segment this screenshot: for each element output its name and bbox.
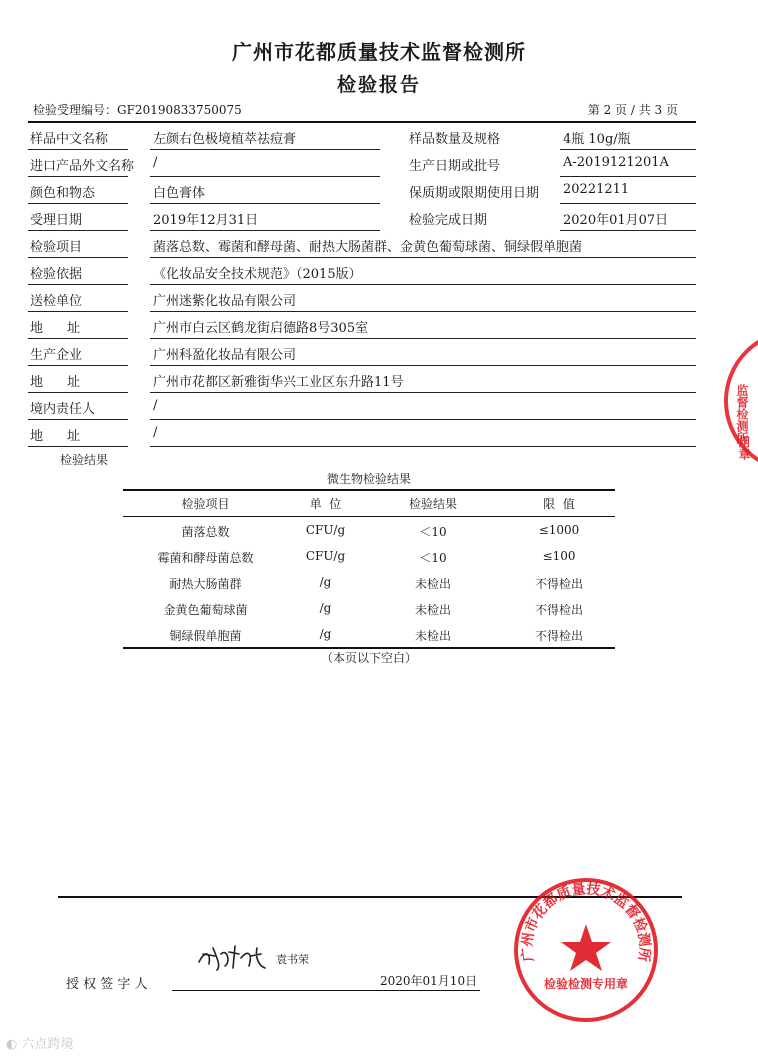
value-submitter-addr: 广州市白云区鹤龙街启德路8号305室 [153,321,369,336]
header-unit: 单 位 [309,497,342,511]
value-submitter: 广州迷紫化妆品有限公司 [153,294,297,309]
cell-item: 耐热大肠菌群 [169,577,242,591]
watermark-text: 六点跨境 [21,1037,74,1052]
label-sample-cn-name: 样品中文名称 [30,132,109,147]
cell-limit: ≤1000 [538,523,580,537]
label-submitter-addr: 地址 [30,321,105,336]
cell-unit: /g [319,627,332,641]
value-foreign-name: / [153,155,158,170]
cell-result: 未检出 [414,577,451,591]
cell-unit: CFU/g [305,523,346,537]
official-seal [512,876,660,1024]
label-expiry: 保质期或限期使用日期 [409,186,540,201]
row-foreign-name [28,150,696,177]
cell-item: 霉菌和酵母菌总数 [157,551,254,565]
cell-limit: 不得检出 [534,577,583,591]
seal-arc-text: 广州市花都质量技术监督检测所 [519,881,653,963]
row-basis [28,258,696,285]
cell-unit: CFU/g [305,549,346,563]
cell-result: ＜10 [419,525,447,539]
watermark-logo-icon: ◐ [6,1037,18,1052]
row-responsible-addr [28,420,696,447]
value-responsible-addr: / [153,425,158,440]
cell-limit: ≤100 [542,549,576,563]
results-table [123,489,615,649]
label-prod-date: 生产日期或批号 [409,159,501,174]
partial-seal [720,326,758,476]
seal-star-icon [561,924,611,971]
value-finish-date: 2020年01月07日 [563,213,669,228]
label-basis: 检验依据 [30,267,83,282]
row-submitter [28,285,696,312]
value-responsible: / [153,398,158,413]
cell-unit: /g [319,575,332,589]
results-section-label: 检验结果 [60,453,109,467]
value-appearance: 白色膏体 [153,186,206,201]
label-responsible: 境内责任人 [30,402,96,417]
value-manufacturer-addr: 广州市花都区新雅街华兴工业区东升路11号 [153,375,404,390]
watermark [6,1033,74,1052]
cell-result: 未检出 [414,603,451,617]
cell-result: 未检出 [414,629,451,643]
row-manufacturer-addr [28,366,696,393]
header-result: 检验结果 [408,497,457,511]
signature-date: 2020年01月10日 [380,974,478,988]
value-prod-date: A-2019121201A [563,155,669,170]
label-responsible-addr: 地址 [30,429,105,444]
row-submitter-addr [28,312,696,339]
receipt-value: GF20190833750075 [117,103,242,117]
value-expiry: 20221211 [563,182,630,197]
label-submitter: 送检单位 [30,294,83,309]
cell-item: 铜绿假单胞菌 [169,629,242,643]
partial-seal-text: 监督检测所 [735,384,749,444]
value-basis: 《化妆品安全技术规范》（2015版） [153,267,362,282]
page-info: 第 2 页 / 共 3 页 [587,103,678,117]
signature-line [172,990,480,991]
handwritten-signature [195,940,275,974]
row-manufacturer [28,339,696,366]
label-appearance: 颜色和物态 [30,186,96,201]
blank-note: （本页以下空白） [320,651,417,665]
label-manufacturer-addr: 地址 [30,375,105,390]
label-accept-date: 受理日期 [30,213,83,228]
cell-item: 菌落总数 [181,525,230,539]
org-title: 广州市花都质量技术监督检测所 [232,40,526,64]
value-sample-qty: 4瓶 10g/瓶 [563,132,631,147]
header-limit: 限 值 [543,497,575,511]
label-sample-qty: 样品数量及规格 [409,132,501,147]
header-item: 检验项目 [181,497,230,511]
cell-item: 金黄色葡萄球菌 [163,603,248,617]
value-sample-cn-name: 左颜右色极境植萃祛痘膏 [153,132,297,147]
cell-limit: 不得检出 [534,629,583,643]
cell-result: ＜10 [419,551,447,565]
label-items: 检验项目 [30,240,83,255]
cell-limit: 不得检出 [534,603,583,617]
results-table-title: 微生物检验结果 [326,472,411,486]
signatory-name: 袁书荣 [276,953,309,966]
label-finish-date: 检验完成日期 [409,213,488,228]
value-items: 菌落总数、霉菌和酵母菌、耐热大肠菌群、金黄色葡萄球菌、铜绿假单胞菌 [153,240,583,255]
value-accept-date: 2019年12月31日 [153,213,259,228]
label-foreign-name: 进口产品外文名称 [30,159,135,174]
row-sample-name [28,123,696,150]
signatory-label: 授 权 签 字 人 [66,977,148,992]
receipt-number [33,101,242,118]
report-title: 检验报告 [336,74,421,96]
receipt-label: 检验受理编号： [33,103,118,117]
row-responsible [28,393,696,420]
seal-bottom-text: 检验检测专用章 [543,977,629,991]
partial-seal-bottom: 用章 [737,436,751,460]
value-manufacturer: 广州科盈化妆品有限公司 [153,348,297,363]
row-dates [28,204,696,231]
row-items [28,231,696,258]
cell-unit: /g [319,601,332,615]
row-appearance [28,177,696,204]
label-manufacturer: 生产企业 [30,348,83,363]
